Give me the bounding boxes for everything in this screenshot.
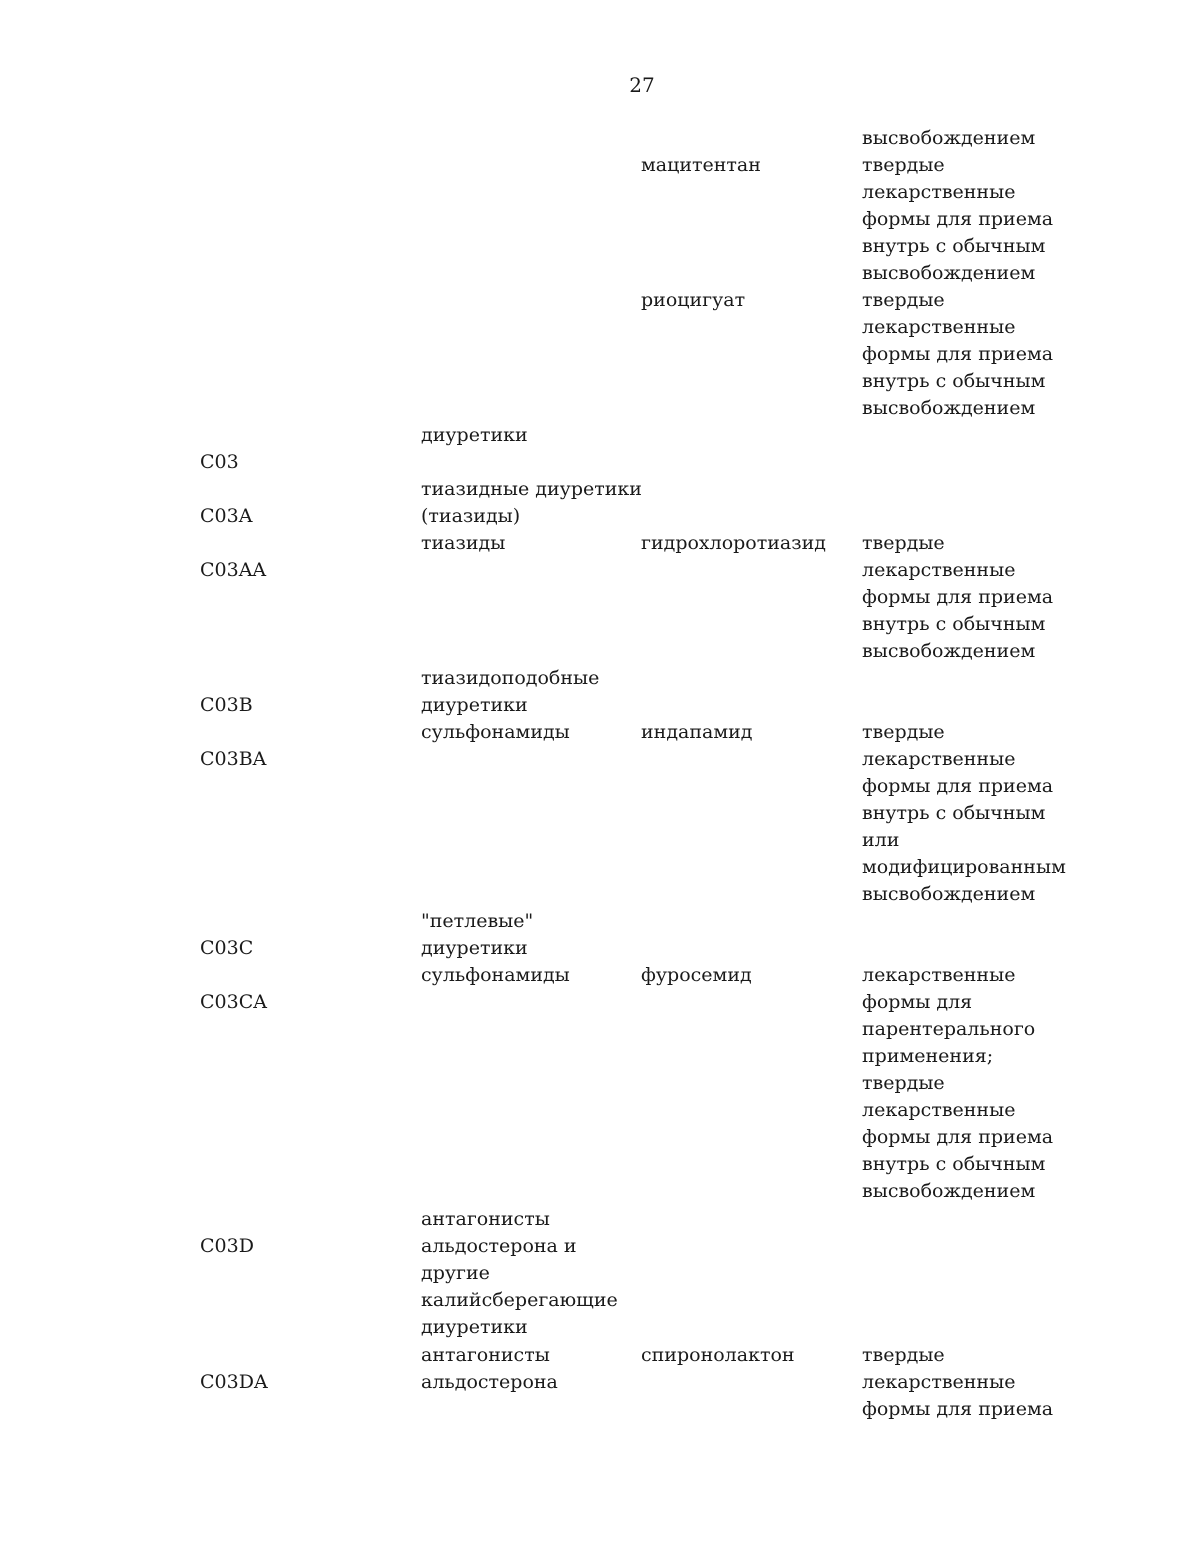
dosage-form: лекарственные формы для парентерального применения; твердые лекарственные формы для приема внутрь с обычным высвобождением — [862, 964, 1054, 1202]
drug-name: мацитентан — [641, 154, 761, 176]
drug-name: спиронолактон — [641, 1344, 795, 1366]
dosage-form: твердые лекарственные формы для приема внутрь с обычным или модифицированным высвобождением — [862, 721, 1066, 905]
drug-name: риоцигуат — [641, 289, 746, 311]
page-number: 27 — [629, 73, 655, 97]
drug-name: индапамид — [641, 721, 753, 743]
anatomical-group: диуретики — [421, 424, 528, 446]
anatomical-group: тиазидные диуретики (тиазиды) — [421, 478, 642, 527]
anatomical-group: тиазидоподобные диуретики — [421, 667, 600, 716]
anatomical-group: антагонисты альдостерона — [421, 1344, 558, 1393]
anatomical-group: антагонисты альдостерона и другие калийсберегающие диуретики — [421, 1208, 618, 1338]
drug-name: фуросемид — [641, 964, 752, 986]
atc-code: C03A — [200, 505, 253, 527]
dosage-form: высвобождением — [862, 127, 1036, 149]
atc-code: C03CA — [200, 991, 267, 1013]
anatomical-group: сульфонамиды — [421, 721, 570, 743]
anatomical-group: тиазиды — [421, 532, 506, 554]
dosage-form: твердые лекарственные формы для приема внутрь с обычным высвобождением — [862, 532, 1054, 662]
anatomical-group: "петлевые" диуретики — [421, 910, 534, 959]
atc-code: C03D — [200, 1235, 254, 1257]
drug-name: гидрохлоротиазид — [641, 532, 826, 554]
atc-code: C03BA — [200, 748, 267, 770]
atc-code: C03DA — [200, 1371, 268, 1393]
dosage-form: твердые лекарственные формы для приема — [862, 1344, 1054, 1420]
atc-code: C03C — [200, 937, 254, 959]
dosage-form: твердые лекарственные формы для приема внутрь с обычным высвобождением — [862, 289, 1054, 419]
dosage-form: твердые лекарственные формы для приема внутрь с обычным высвобождением — [862, 154, 1054, 284]
atc-code: C03AA — [200, 559, 267, 581]
atc-code: C03 — [200, 451, 239, 473]
anatomical-group: сульфонамиды — [421, 964, 570, 986]
atc-code: C03B — [200, 694, 253, 716]
